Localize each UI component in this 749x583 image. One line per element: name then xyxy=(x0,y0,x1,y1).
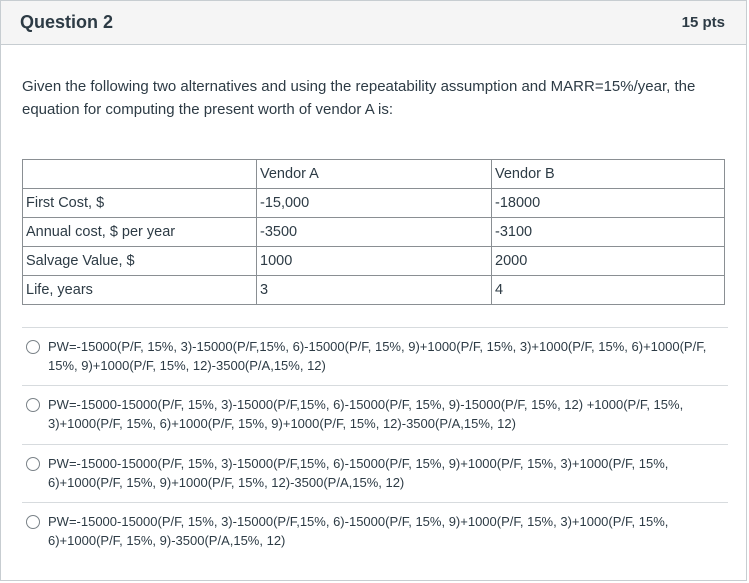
table-cell: Vendor B xyxy=(492,160,725,189)
answer-option-2[interactable] xyxy=(22,385,728,444)
alternatives-table xyxy=(22,159,725,305)
table-row xyxy=(23,247,725,276)
table-cell: Vendor A xyxy=(257,160,492,189)
radio-button[interactable] xyxy=(26,398,40,412)
answer-option-4[interactable] xyxy=(22,502,728,560)
table-row xyxy=(23,189,725,218)
answer-text: PW=-15000(P/F, 15%, 3)-15000(P/F,15%, 6)-15000(P/F, 15%, 9)+1000(P/F, 15%, 3)+1000(P/F, 15%, 6)+1000(P/F, 15%, 9)+1000(P/F, 15%, 12)-3500(P/A,15%, 12) xyxy=(48,339,707,373)
answer-text: PW=-15000-15000(P/F, 15%, 3)-15000(P/F,15%, 6)-15000(P/F, 15%, 9)-15000(P/F, 15%, 12) +1000(P/F, 15%, 3)+1000(P/F, 15%, 6)+1000(P/F, 15%, 9)+1000(P/F, 15%, 12)-3500(P/A,15%, 12) xyxy=(48,397,684,431)
table-cell xyxy=(23,160,257,189)
table-cell: -18000 xyxy=(492,189,725,218)
table-cell: First Cost, $ xyxy=(23,189,257,218)
table-row xyxy=(23,276,725,305)
table-header-row xyxy=(23,160,725,189)
question-title: Question 2 xyxy=(20,12,114,32)
answer-option-3[interactable] xyxy=(22,444,728,502)
question-text: Given the following two alternatives and using the repeatability assumption and MARR=15%/year, the equation for computing the present worth of vendor A is: xyxy=(22,78,696,118)
table-cell: -3100 xyxy=(492,218,725,247)
table-cell: -15,000 xyxy=(257,189,492,218)
answer-option-1[interactable] xyxy=(22,327,728,385)
table-cell: Annual cost, $ per year xyxy=(23,218,257,247)
table-cell: Life, years xyxy=(23,276,257,305)
table-cell: 4 xyxy=(492,276,725,305)
table-cell: -3500 xyxy=(257,218,492,247)
answer-text: PW=-15000-15000(P/F, 15%, 3)-15000(P/F,15%, 6)-15000(P/F, 15%, 9)+1000(P/F, 15%, 3)+1000(P/F, 15%, 6)+1000(P/F, 15%, 9)+1000(P/F, 15%, 12)-3500(P/A,15%, 12) xyxy=(48,456,669,490)
table-cell: 3 xyxy=(257,276,492,305)
answer-text: PW=-15000-15000(P/F, 15%, 3)-15000(P/F,15%, 6)-15000(P/F, 15%, 9)+1000(P/F, 15%, 3)+1000(P/F, 15%, 6)+1000(P/F, 15%, 9)-3500(P/A,15%, 12) xyxy=(48,514,669,548)
table-cell: 2000 xyxy=(492,247,725,276)
question-header xyxy=(1,1,746,45)
table-cell: Salvage Value, $ xyxy=(23,247,257,276)
answer-list xyxy=(22,327,728,560)
radio-button[interactable] xyxy=(26,515,40,529)
table-cell: 1000 xyxy=(257,247,492,276)
table-row xyxy=(23,218,725,247)
radio-button[interactable] xyxy=(26,340,40,354)
question-points: 15 pts xyxy=(681,14,725,31)
radio-button[interactable] xyxy=(26,457,40,471)
